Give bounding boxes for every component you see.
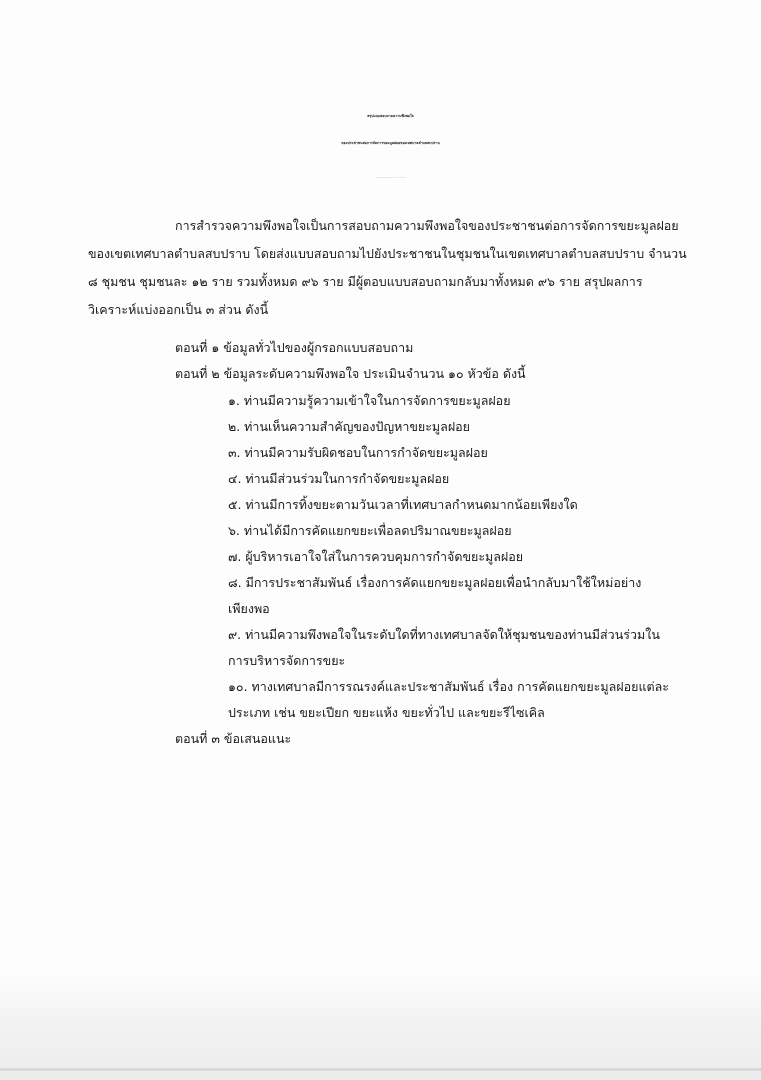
item-10: ๑๐. ทางเทศบาลมีการรณรงค์และประชาสัมพันธ์ เรื่อง การคัดแยกขยะมูลฝอยแต่ละ [228, 679, 670, 694]
item-8: ๘. มีการประชาสัมพันธ์ เรื่องการคัดแยกขยะมูลฝอยเพื่อนำกลับมาใช้ใหม่อย่าง [228, 575, 642, 590]
intro-line-4: วิเคราะห์แบ่งออกเป็น ๓ ส่วน ดังนี้ [88, 302, 269, 317]
item-10-continued: ประเภท เช่น ขยะเปียก ขยะแห้ง ขยะทั่วไป และขยะรีไซเคิล [228, 705, 545, 720]
part-2-heading: ตอนที่ ๒ ข้อมูลระดับความพึงพอใจ ประเมินจำนวน ๑๐ หัวข้อ ดังนี้ [175, 366, 526, 381]
item-3: ๓. ท่านมีความรับผิดชอบในการกำจัดขยะมูลฝอย [228, 445, 488, 460]
item-6: ๖. ท่านได้มีการคัดแยกขยะเพื่อลดปริมาณขยะมูลฝอย [228, 523, 512, 538]
item-9: ๙. ท่านมีความพึงพอใจในระดับใดที่ทางเทศบาลจัดให้ชุมชนของท่านมีส่วนร่วมใน [228, 627, 660, 642]
title-line-1: สรุปแบบสอบถามความพึงพอใจ [367, 114, 414, 118]
item-1: ๑. ท่านมีความรู้ความเข้าใจในการจัดการขยะมูลฝอย [228, 393, 511, 408]
intro-line-3: ๘ ชุมชน ชุมชนละ ๑๒ ราย รวมทั้งหมด ๙๖ ราย มีผู้ตอบแบบสอบถามกลับมาทั้งหมด ๙๖ ราย สรุปผลการ [88, 274, 643, 289]
intro-line-1: การสำรวจความพึงพอใจเป็นการสอบถามความพึงพอใจของประชาชนต่อการจัดการขยะมูลฝอย [175, 218, 679, 233]
part-1-heading: ตอนที่ ๑ ข้อมูลทั่วไปของผู้กรอกแบบสอบถาม [175, 340, 414, 355]
item-7: ๗. ผู้บริหารเอาใจใส่ในการควบคุมการกำจัดขยะมูลฝอย [228, 549, 524, 564]
scan-edge-line [0, 1068, 761, 1071]
item-5: ๕. ท่านมีการทิ้งขยะตามวันเวลาที่เทศบาลกำหนดมากน้อยเพียงใด [228, 497, 578, 512]
item-4: ๔. ท่านมีส่วนร่วมในการกำจัดขยะมูลฝอย [228, 471, 450, 486]
part-3-heading: ตอนที่ ๓ ข้อเสนอแนะ [175, 731, 292, 746]
title-line-2: ของประชาชนต่อการจัดการขยะมูลฝอยของเทศบาลตำบลสบปราบ [341, 141, 440, 145]
item-8-continued: เพียงพอ [228, 601, 270, 616]
separator: ****************************** [375, 178, 406, 179]
scan-shadow [0, 975, 761, 1080]
item-9-continued: การบริหารจัดการขยะ [228, 653, 346, 668]
item-2: ๒. ท่านเห็นความสำคัญของปัญหาขยะมูลฝอย [228, 419, 470, 434]
intro-line-2: ของเขตเทศบาลตำบลสบปราบ โดยส่งแบบสอบถามไปยังประชาชนในชุมชนในเขตเทศบาลตำบลสบปราบ จำนวน [88, 246, 687, 261]
